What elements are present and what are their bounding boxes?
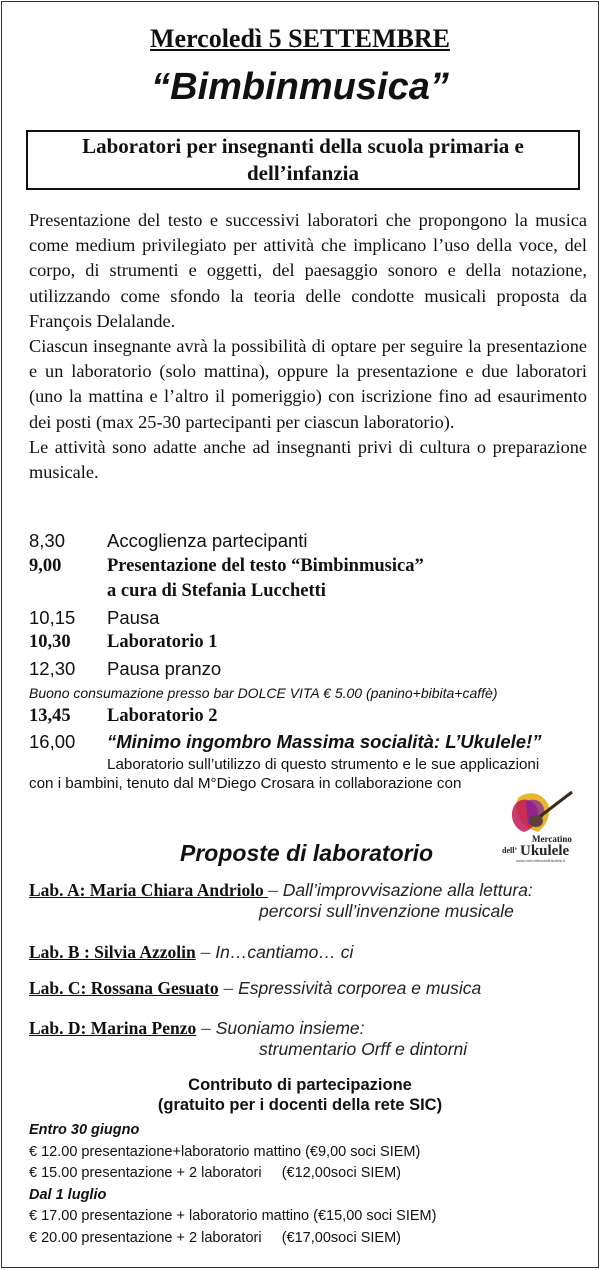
schedule-row bbox=[29, 605, 589, 631]
event-date: Mercoledì 5 SETTEMBRE bbox=[150, 24, 450, 53]
lab-item bbox=[29, 880, 589, 922]
lab-desc: Espressività corporea e musica bbox=[238, 978, 482, 998]
subtitle-line-1: Laboratori per insegnanti della scuola primaria e bbox=[82, 134, 524, 158]
schedule-row bbox=[29, 554, 589, 580]
proposals-title: Proposte di laboratorio bbox=[180, 840, 434, 866]
schedule-row bbox=[29, 704, 589, 730]
schedule-time: 16,00 bbox=[29, 731, 76, 753]
lab-item bbox=[29, 1018, 589, 1060]
fee-list bbox=[29, 1120, 589, 1249]
lab-desc: Suoniamo insieme: bbox=[215, 1018, 365, 1038]
fee-item: € 20.00 presentazione + 2 laboratori (€17,00soci SIEM) bbox=[29, 1229, 401, 1246]
intro-paragraph-2: Ciascun insegnante avrà la possibilità di optare per seguire la presentazione e un laboratorio (solo mattina), oppure la presentazione e due laboratori (uno la mattina e l’altro il pomeriggio) con iscrizione fino ad esaurimento dei posti (max 25-30 partecipanti per ciascun laboratorio). bbox=[29, 336, 587, 432]
lab-dash: – bbox=[218, 978, 239, 998]
lab-desc-line-2: percorsi sull’invenzione musicale bbox=[259, 901, 514, 921]
schedule-time: 12,30 bbox=[29, 657, 76, 679]
schedule-time: 10,15 bbox=[29, 606, 76, 628]
schedule-desc: Accoglienza partecipanti bbox=[107, 530, 308, 551]
schedule bbox=[29, 528, 589, 793]
lab-name: Lab. D: Marina Penzo bbox=[29, 1018, 197, 1038]
schedule-row bbox=[29, 579, 589, 605]
ukulele-lab-line-2: con i bambini, tenuto dal M°Diego Crosara in collaborazione con bbox=[29, 774, 462, 792]
schedule-row bbox=[29, 630, 589, 656]
fee-item: € 12.00 presentazione+laboratorio mattino (€9,00 soci SIEM) bbox=[29, 1143, 421, 1160]
contribution-title bbox=[2, 1075, 598, 1115]
schedule-time: 10,30 bbox=[29, 632, 71, 653]
schedule-desc: Laboratorio 2 bbox=[107, 705, 218, 726]
lab-dash: – bbox=[196, 1018, 216, 1038]
logo-text-top: Mercatino bbox=[532, 834, 572, 844]
lab-name: Lab. A: Maria Chiara Andriolo bbox=[29, 880, 269, 900]
schedule-desc: “Minimo ingombro Massima socialità: L’Ukulele!” bbox=[107, 731, 542, 753]
schedule-row bbox=[29, 729, 589, 755]
intro-paragraph-1: Presentazione del testo e successivi laboratori che propongono la musica come medium privilegiato per attività che implicano l’uso della voce, del corpo, di strumenti e oggetti, del paesaggio sonoro e della notazione, utilizzando come sfondo la teoria delle condotte musicali proposta da François Delalande. bbox=[29, 210, 587, 331]
schedule-desc: Pausa bbox=[107, 606, 160, 628]
schedule-row bbox=[29, 656, 589, 682]
schedule-time: 8,30 bbox=[29, 530, 66, 551]
logo-text-dell: dell’ bbox=[502, 846, 518, 855]
intro-paragraph-3: Le attività sono adatte anche ad insegnanti privi di cultura o preparazione musicale. bbox=[29, 436, 587, 483]
logo-text-main: Ukulele bbox=[520, 843, 570, 859]
intro-text bbox=[29, 208, 587, 485]
contribution-title-line-2: (gratuito per i docenti della rete SIC) bbox=[157, 1096, 443, 1114]
lab-desc: Dall’improvvisazione alla lettura: bbox=[282, 880, 533, 900]
subtitle-box bbox=[26, 130, 580, 190]
ukulele-icon bbox=[512, 792, 572, 832]
flyer-page bbox=[1, 1, 599, 1268]
lab-name: Lab. B : Silvia Azzolin bbox=[29, 942, 196, 962]
lunch-note: Buono consumazione presso bar DOLCE VITA € 5.00 (panino+bibita+caffè) bbox=[29, 684, 498, 701]
event-title: “Bimbinmusica” bbox=[151, 66, 449, 108]
lab-item bbox=[29, 978, 589, 999]
lab-dash: – bbox=[195, 942, 216, 962]
fee-item: € 15.00 presentazione + 2 laboratori (€12,00soci SIEM) bbox=[29, 1165, 401, 1181]
logo-text-url: www.mercatinodellukulele.it bbox=[516, 858, 566, 863]
lab-desc: In…cantiamo… ci bbox=[215, 942, 354, 962]
schedule-desc: Laboratorio 1 bbox=[107, 632, 218, 653]
subtitle-line-2: dell’infanzia bbox=[246, 161, 359, 185]
schedule-row bbox=[29, 528, 589, 554]
schedule-desc-line-2: a cura di Stefania Lucchetti bbox=[107, 581, 326, 602]
fee-period: Entro 30 giugno bbox=[29, 1122, 140, 1138]
contribution-title-line-1: Contributo di partecipazione bbox=[188, 1076, 412, 1094]
schedule-desc: Presentazione del testo “Bimbinmusica” bbox=[107, 555, 424, 576]
lab-desc-line-2: strumentario Orff e dintorni bbox=[259, 1039, 468, 1059]
lab-item bbox=[29, 942, 589, 963]
lab-name: Lab. C: Rossana Gesuato bbox=[29, 978, 219, 998]
ukulele-lab-line-1: Laboratorio sull’utilizzo di questo strumento e le sue applicazioni bbox=[107, 755, 540, 773]
mercatino-ukulele-logo bbox=[498, 788, 584, 864]
schedule-desc: Pausa pranzo bbox=[107, 657, 222, 679]
fee-period: Dal 1 luglio bbox=[29, 1186, 107, 1203]
fee-item: € 17.00 presentazione + laboratorio mattino (€15,00 soci SIEM) bbox=[29, 1208, 437, 1224]
schedule-time: 13,45 bbox=[29, 705, 71, 726]
lab-dash: – bbox=[268, 880, 283, 900]
schedule-time: 9,00 bbox=[29, 555, 62, 576]
